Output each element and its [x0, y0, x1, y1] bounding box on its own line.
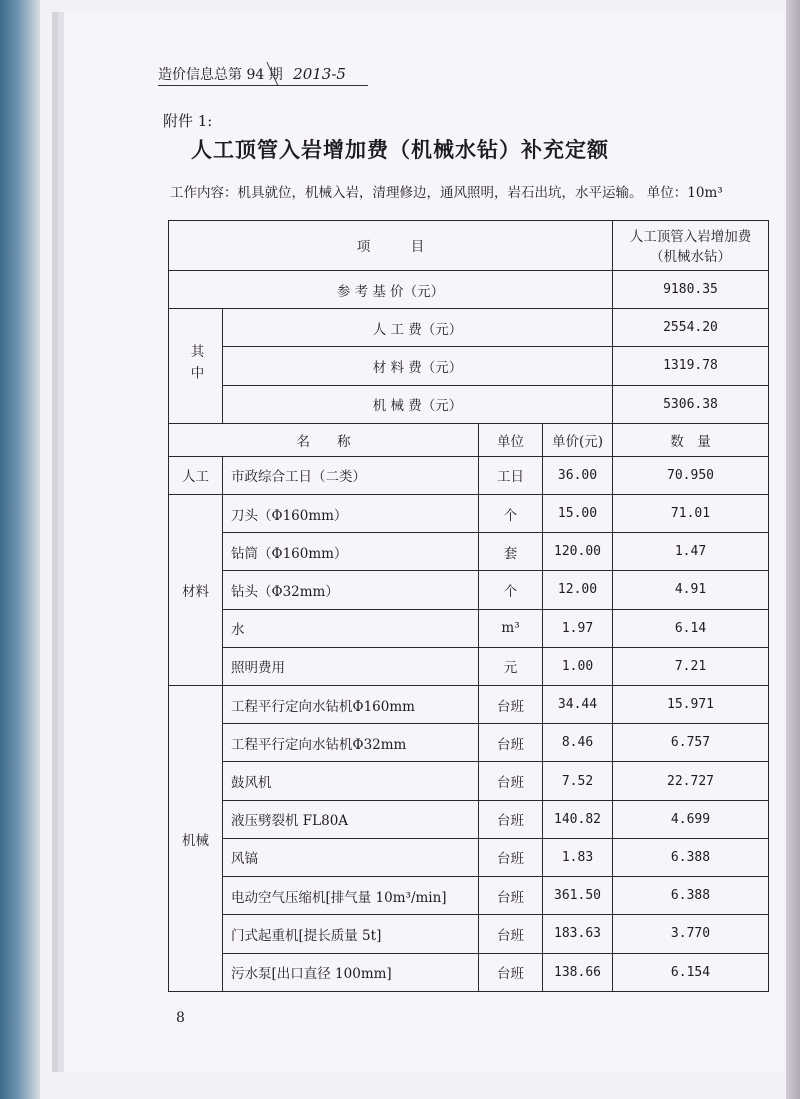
- header-rule: [158, 85, 368, 86]
- table-row: [169, 953, 769, 991]
- labor-fee-label: 人 工 费（元）: [223, 309, 613, 347]
- row-unit: 工日: [479, 456, 543, 494]
- row-unit: 套: [479, 533, 543, 571]
- category-material: 材料: [169, 494, 223, 685]
- base-price-value: 9180.35: [613, 270, 769, 308]
- material-fee-value: 1319.78: [613, 347, 769, 385]
- row-name: 鼓风机: [223, 762, 479, 800]
- row-price: 120.00: [543, 533, 613, 571]
- table-row: [169, 838, 769, 876]
- row-qty: 6.388: [613, 877, 769, 915]
- attachment-label: 附件 1:: [163, 112, 213, 130]
- table-row: [169, 877, 769, 915]
- row-unit: 台班: [479, 800, 543, 838]
- row-unit: 台班: [479, 838, 543, 876]
- row-qty: 15.971: [613, 686, 769, 724]
- row-unit: 台班: [479, 877, 543, 915]
- row-price: 361.50: [543, 877, 613, 915]
- row-price: 7.52: [543, 762, 613, 800]
- fee-header: 人工顶管入岩增加费（机械水钻）: [613, 221, 769, 271]
- row-price: 15.00: [543, 494, 613, 532]
- row-qty: 4.91: [613, 571, 769, 609]
- row-unit: 个: [479, 571, 543, 609]
- row-qty: 71.01: [613, 494, 769, 532]
- page-number: 8: [176, 1010, 185, 1026]
- table-row: [169, 221, 769, 271]
- row-qty: 7.21: [613, 647, 769, 685]
- labor-fee-value: 2554.20: [613, 309, 769, 347]
- table-row: [169, 800, 769, 838]
- header-series: 造价信息总第 94 期: [158, 67, 283, 83]
- row-price: 138.66: [543, 953, 613, 991]
- row-name: 钻头（Φ32mm）: [223, 571, 479, 609]
- row-unit: 台班: [479, 915, 543, 953]
- row-name: 市政综合工日（二类）: [223, 456, 479, 494]
- row-price: 1.83: [543, 838, 613, 876]
- item-header: 项 目: [169, 221, 613, 271]
- row-unit: 台班: [479, 953, 543, 991]
- running-header: [158, 64, 346, 84]
- table-row: [169, 724, 769, 762]
- table-row: [169, 571, 769, 609]
- table-row: [169, 385, 769, 423]
- table-row: [169, 915, 769, 953]
- row-name: 工程平行定向水钻机Φ32mm: [223, 724, 479, 762]
- row-name: 液压劈裂机 FL80A: [223, 800, 479, 838]
- row-qty: 4.699: [613, 800, 769, 838]
- background-left-binding: [0, 0, 40, 1099]
- row-price: 183.63: [543, 915, 613, 953]
- row-price: 36.00: [543, 456, 613, 494]
- table-row: [169, 347, 769, 385]
- table-row: [169, 423, 769, 456]
- document-title: 人工顶管入岩增加费（机械水钻）补充定额: [191, 137, 609, 162]
- row-price: 12.00: [543, 571, 613, 609]
- row-price: 34.44: [543, 686, 613, 724]
- row-name: 刀头（Φ160mm）: [223, 494, 479, 532]
- row-unit: 元: [479, 647, 543, 685]
- machine-fee-label: 机 械 费（元）: [223, 385, 613, 423]
- row-price: 1.00: [543, 647, 613, 685]
- row-qty: 70.950: [613, 456, 769, 494]
- row-price: 1.97: [543, 609, 613, 647]
- table-row: [169, 686, 769, 724]
- row-qty: 22.727: [613, 762, 769, 800]
- row-name: 工程平行定向水钻机Φ160mm: [223, 686, 479, 724]
- table-row: [169, 494, 769, 532]
- row-unit: 台班: [479, 686, 543, 724]
- row-qty: 1.47: [613, 533, 769, 571]
- row-name: 照明费用: [223, 647, 479, 685]
- row-qty: 6.154: [613, 953, 769, 991]
- table-row: [169, 762, 769, 800]
- col-qty-header: 数 量: [613, 423, 769, 456]
- table-row: [169, 309, 769, 347]
- row-unit: m³: [479, 609, 543, 647]
- material-fee-label: 材 料 费（元）: [223, 347, 613, 385]
- row-qty: 3.770: [613, 915, 769, 953]
- row-name: 风镐: [223, 838, 479, 876]
- machine-fee-value: 5306.38: [613, 385, 769, 423]
- row-qty: 6.14: [613, 609, 769, 647]
- category-machine: 机械: [169, 686, 223, 992]
- work-content: 工作内容：机具就位，机械入岩，清理修边，通风照明，岩石出坑，水平运输。 单位：10m³: [170, 185, 723, 201]
- row-price: 140.82: [543, 800, 613, 838]
- table-row: [169, 647, 769, 685]
- background-right-edge: [786, 0, 800, 1099]
- row-qty: 6.757: [613, 724, 769, 762]
- table-row: [169, 533, 769, 571]
- row-name: 钻筒（Φ160mm）: [223, 533, 479, 571]
- row-unit: 个: [479, 494, 543, 532]
- quota-table: [168, 220, 769, 992]
- row-name: 电动空气压缩机[排气量 10m³/min]: [223, 877, 479, 915]
- category-labor: 人工: [169, 456, 223, 494]
- table-row: [169, 270, 769, 308]
- col-unit-header: 单位: [479, 423, 543, 456]
- col-price-header: 单价(元): [543, 423, 613, 456]
- header-issue: 2013-5: [293, 65, 346, 83]
- col-name-header: 名 称: [169, 423, 479, 456]
- table-row: [169, 456, 769, 494]
- row-qty: 6.388: [613, 838, 769, 876]
- table-row: [169, 609, 769, 647]
- row-name: 水: [223, 609, 479, 647]
- base-price-label: 参 考 基 价（元）: [169, 270, 613, 308]
- row-unit: 台班: [479, 762, 543, 800]
- row-name: 污水泵[出口直径 100mm]: [223, 953, 479, 991]
- row-unit: 台班: [479, 724, 543, 762]
- row-price: 8.46: [543, 724, 613, 762]
- among-label: 其中: [169, 309, 223, 424]
- row-name: 门式起重机[提长质量 5t]: [223, 915, 479, 953]
